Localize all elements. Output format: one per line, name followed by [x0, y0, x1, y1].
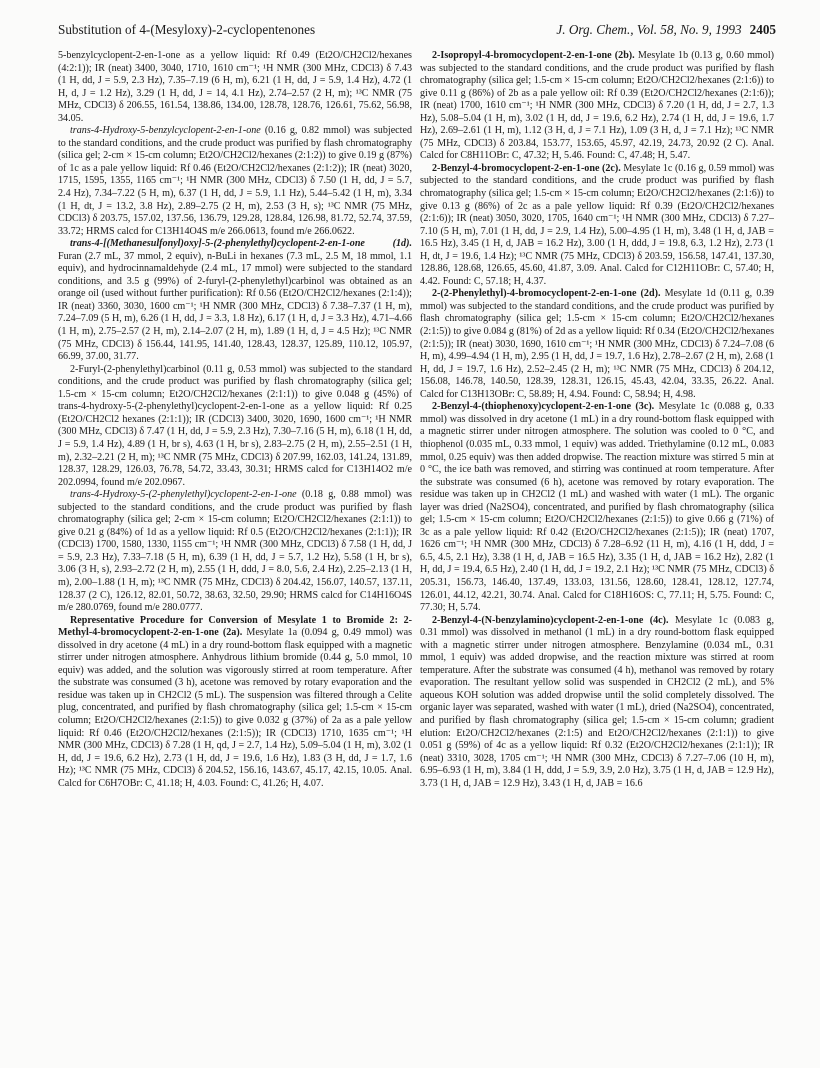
left-column — [58, 50, 412, 1062]
journal-citation — [556, 20, 776, 40]
paragraph — [58, 615, 412, 791]
paragraph — [420, 163, 774, 288]
paragraph-heading: 2-Benzyl-4-bromocyclopent-2-en-1-one (2c). — [432, 162, 621, 174]
paragraph — [58, 364, 412, 489]
paragraph-heading: trans-4-Hydroxy-5-(2-phenylethyl)cyclopent-2-en-1-one — [70, 489, 297, 501]
page-number: 2405 — [749, 22, 776, 37]
paragraph — [58, 50, 412, 125]
paragraph-text: 2-Furyl-(2-phenylethyl)carbinol (0.11 g, 0.53 mmol) was subjected to the standard conditions, and the crude product was purified by flash chromatography (silica gel; 1.5-cm × 15-cm column; Et2O/CH2Cl2/hexanes (2:1:1)) to give 0.048 g (45%) of trans-4-hydroxy-5-(2-phenylethyl)cyclopent-2-en-1-one as a yellow liquid: Rf 0.25 (Et2O/CH2Cl2 hexanes (2:1:1)); IR (CDCl3) 3400, 3020, 1690, 1600 cm⁻¹; ¹H NMR (300 MHz, CDCl3) δ 7.47 (1 H, dd, J = 5.9, 2.3 Hz), 7.30–7.16 (5 H, m), 6.18 (1 H, dd, J = 5.9, 1.4 Hz), 4.89 (1 H, br s), 4.63 (1 H, br s), 2.83–2.75 (2 H, m), 2.55–2.51 (1 H, m), 2.32–2.21 (2 H, m); ¹³C NMR (75 MHz, CDCl3) δ 207.99, 162.03, 141.24, 131.89, 128.37, 128.29, 126.03, 76.78, 54.72, 33.43, 30.31; HRMS calcd for C13H14O2 m/e 202.0994, found m/e 202.0967. — [58, 363, 412, 488]
paragraph-text: Mesylate 1c (0.16 g, 0.59 mmol) was subjected to the standard conditions, and the crude product was purified by flash chromatography (silica gel; 1.5-cm × 15-cm column; Et2O/CH2Cl2/hexanes (2:1:6)) to give 0.13 g (86%) of 2c as a pale yellow liquid: Rf 0.39 (Et2O/CH2Cl2/hexanes (2:1:6)); IR (neat) 3050, 3020, 1705, 1640 cm⁻¹; ¹H NMR (300 MHz, CDCl3) δ 7.27–7.10 (5 H, m), 7.01 (1 H, dd, J = 2.9, 1.4 Hz), 5.00–4.95 (1 H, m), 3.48 (1 H, d, JAB = 16.5 Hz), 3.45 (1 H, d, JAB = 16.2 Hz), 3.00 (1 H, ddd, J = 19.8, 6.3, 1.2 Hz), 2.73 (1 H, dt, J = 19.6, 1.4 Hz); ¹³C NMR (75 MHz, CDCl3) δ 203.59, 156.58, 147.41, 137.30, 128.86, 128.68, 126.65, 45.60, 41.87, 3.09. Anal. Calcd for C12H11OBr: C, 57.40; H, 4.42. Found: C, 57.18; H, 4.37. — [420, 162, 774, 287]
running-title: Substitution of 4-(Mesyloxy)-2-cyclopentenones — [58, 22, 316, 37]
paragraph — [420, 50, 774, 163]
paragraph-heading: 2-Benzyl-4-(thiophenoxy)cyclopent-2-en-1-one (3c). — [432, 401, 655, 413]
paragraph-text: (0.16 g, 0.82 mmol) was subjected to the standard conditions, and the crude product was purified by flash chromatography (silica gel; 2-cm × 15-cm column; Et2O/CH2Cl2/hexanes (2:1:2)) to give 0.19 g (87%) of 1c as a pale yellow liquid: Rf 0.46 (Et2O/CH2Cl2/hexanes (2:1:2)); IR (neat) 3020, 1715, 1595, 1355, 1165 cm⁻¹; ¹H NMR (300 MHz, CDCl3) δ 7.50 (1 H, dd, J = 5.7, 2.4 Hz), 7.34–7.22 (5 H, m), 6.37 (1 H, dd, J = 5.9, 1.1 Hz), 5.44–5.42 (1 H, m), 3.34 (1 H, dt, J = 13.2, 3.8 Hz), 2.89–2.75 (2 H, m), 2.53 (3 H, s); ¹³C NMR (75 MHz, CDCl3) δ 203.75, 157.02, 137.56, 136.79, 129.28, 128.84, 126.98, 81.72, 52.74, 37.59, 33.72; HRMS calcd for C13H14O4S m/e 266.0613, found m/e 266.0622. — [58, 125, 412, 237]
paragraph-heading: 2-(2-Phenylethyl)-4-bromocyclopent-2-en-1-one (2d). — [432, 288, 661, 300]
paragraph-heading: trans-4-Hydroxy-5-benzylcyclopent-2-en-1-one — [70, 125, 261, 137]
paragraph-heading: Representative Procedure for Conversion of Mesylate 1 to Bromide 2: 2-Methyl-4-bromocyclopent-2-en-1-one (2a). — [58, 614, 412, 639]
paragraph-text: Mesylate 1d (0.11 g, 0.39 mmol) was subjected to the standard conditions, and the crude product was purified by flash chromatography (silica gel; 1.5-cm × 15-cm column; Et2O/CH2Cl2/hexanes (2:1:5)) to give 0.084 g (81%) of 2d as a yellow liquid: Rf 0.34 (Et2O/CH2Cl2/hexanes (2:1:5)); IR (neat) 3030, 1690, 1610 cm⁻¹; ¹H NMR (300 MHz, CDCl3) δ 7.24–7.08 (6 H, m), 4.99–4.94 (1 H, m), 2.95 (1 H, dd, J = 19.7, 1.6 Hz), 2.78–2.67 (2 H, m), 2.68 (1 H, dd, J = 19.7, 1.6 Hz), 2.52–2.45 (2 H, m); ¹³C NMR (75 MHz, CDCl3) δ 204.12, 156.08, 146.78, 140.50, 128.39, 128.31, 126.15, 45.43, 42.04, 33.35, 26.22. Anal. Calcd for C13H13OBr: C, 58.89; H, 4.94. Found: C, 58.94; H, 4.98. — [420, 288, 774, 400]
paragraph-text: Mesylate 1c (0.088 g, 0.33 mmol) was dissolved in dry acetone (1 mL) in a dry round-bottom flask equipped with a magnetic stirrer under nitrogen atmosphere. The solution was cooled to 0 °C, and thiophenol (0.035 mL, 0.33 mmol, 1 equiv) was added. Triethylamine (0.12 mL, 0.083 mmol, 0.25 equiv) was then added dropwise. The reaction mixture was stirred 5 min at 0 °C, the ice bath was removed, and stirring was continued at room temperature. After the substrate was consumed (6 h), acetone was removed by rotary evaporation. The residue was taken up in CH2Cl2 (1 mL) and washed with water (1 mL). The organic layer was dried (Na2SO4), concentrated, and purified by flash chromatography (silica gel; 1.5-cm × 15-cm column; Et2O/CH2Cl2/hexanes (2:1:5)) to give 0.66 g (71%) of 3c as a pale yellow liquid: Rf 0.42 (Et2O/CH2Cl2/hexanes (2:1:5)); IR (neat) 1707, 1626 cm⁻¹; ¹H NMR (300 MHz, CDCl3) δ 7.28–6.92 (11 H, m), 4.16 (1 H, ddd, J = 6.5, 4.5, 2.1 Hz), 3.38 (1 H, d, JAB = 16.5 Hz), 3.35 (1 H, d, JAB = 16.2 Hz), 2.82 (1 H, dd, J = 19.4, 6.5 Hz), 2.40 (1 H, dd, J = 19.2, 2.1 Hz); ¹³C NMR (75 MHz, CDCl3) δ 205.31, 156.73, 146.40, 137.49, 133.03, 131.56, 128.60, 128.41, 128.12, 127.74, 126.01, 44.12, 42.21, 30.74. Anal. Calcd for C18H16OS: C, 77.11; H, 5.75. Found: C, 77.30; H, 5.74. — [420, 401, 774, 614]
paragraph-heading: 2-Isopropyl-4-bromocyclopent-2-en-1-one (2b). — [432, 50, 635, 61]
paragraph-heading: 2-Benzyl-4-(N-benzylamino)cyclopent-2-en-1-one (4c). — [432, 614, 669, 626]
paragraph-text: Mesylate 1a (0.094 g, 0.49 mmol) was dissolved in dry acetone (4 mL) in a dry round-bottom flask equipped with a magnetic stirrer under nitrogen atmosphere. Anhydrous lithium bromide (0.44 g, 5.0 mmol, 10 equiv) was added, and the solution was vigorously stirred at room temperature. After the substrate was consumed (3 h), acetone was removed by rotary evaporation and the residue was taken up in CH2Cl2 (5 mL). The suspension was filtered through a Celite plug, concentrated, and purified by flash chromatography (silica gel; 1.5-cm × 15-cm column; Et2O/CH2Cl2/hexanes (2:1:5)) to give 0.032 g (37%) of 2a as a pale yellow liquid: Rf 0.46 (Et2O/CH2Cl2/hexanes (2:1:5)); IR (CDCl3) 1710, 1635 cm⁻¹; ¹H NMR (300 MHz, CDCl3) δ 7.28 (1 H, qd, J = 2.7, 1.4 Hz), 5.09–5.04 (1 H, m), 3.02 (1 H, dd, J = 19.6, 6.2 Hz), 2.73 (1 H, dd, J = 19.6, 1.6 Hz), 1.83 (3 H, dd, J = 1.7, 1.6 Hz); ¹³C NMR (75 MHz, CDCl3) δ 204.52, 156.16, 143.67, 45.17, 42.15, 10.05. Anal. Calcd for C6H7OBr: C, 41.18; H, 4.03. Found: C, 41.26; H, 4.07. — [58, 627, 412, 789]
paragraph-text: 5-benzylcyclopent-2-en-1-one as a yellow liquid: Rf 0.49 (Et2O/CH2Cl2/hexanes (4:2:1)); IR (neat) 3400, 3040, 1710, 1610 cm⁻¹; ¹H NMR (300 MHz, CDCl3) δ 7.43 (1 H, dd, J = 5.9, 2.3 Hz), 7.35–7.19 (6 H, m), 6.21 (1 H, dd, J = 5.9, 1.4 Hz), 4.72 (1 H, d, J = 1.2 Hz), 3.29 (1 H, dd, J = 14, 4.1 Hz), 2.74–2.57 (2 H, m); ¹³C NMR (75 MHz, CDCl3) δ 206.55, 161.54, 138.86, 134.00, 128.78, 128.76, 126.61, 75.62, 56.98, 34.05. — [58, 50, 412, 124]
paragraph — [58, 489, 412, 614]
paragraph — [420, 288, 774, 401]
right-column — [420, 50, 774, 1062]
paragraph-text: (0.18 g, 0.88 mmol) was subjected to the standard conditions, and the crude product was purified by flash chromatography (silica gel; 2-cm × 15-cm column; Et2O/CH2Cl2/hexanes (2:1:1)) to give 0.21 g (84%) of 1d as a yellow liquid: Rf 0.5 (Et2O/CH2Cl2/hexanes (2:1:1)); IR (CDCl3) 1700, 1580, 1330, 1155 cm⁻¹; ¹H NMR (300 MHz, CDCl3) δ 7.58 (1 H, dd, J = 5.9, 2.3 Hz), 7.33–7.18 (5 H, m), 6.39 (1 H, dd, J = 5.7, 1.2 Hz), 5.58 (1 H, br s), 3.06 (3 H, s), 2.93–2.72 (2 H, m), 2.55 (1 H, ddd, J = 8.0, 5.6, 2.4 Hz), 2.25–2.13 (1 H, m), 2.00–1.88 (1 H, m); ¹³C NMR (75 MHz, CDCl3) δ 204.42, 156.07, 140.57, 137.11, 128.37 (2 C), 126.12, 82.01, 50.72, 38.63, 32.50, 29.90; HRMS calcd for C14H16O4S m/e 280.0769, found m/e 280.0777. — [58, 489, 412, 614]
paragraph-heading: trans-4-[(Methanesulfonyl)oxy]-5-(2-phenylethyl)cyclopent-2-en-1-one (1d). — [70, 238, 412, 250]
paragraph — [420, 401, 774, 614]
paragraph — [58, 238, 412, 363]
paragraph-text: Furan (2.7 mL, 37 mmol, 2 equiv), n-BuLi in hexanes (7.3 mL, 2.5 M, 18 mmol, 1.1 equiv), and hydrocinnamaldehyde (2.4 mL, 17 mmol) were subjected to the standard conditions, and 3.5 g (99%) of 2-furyl-(2-phenylethyl)carbinol was obtained as an orange oil (used without further purification): Rf 0.56 (Et2O/CH2Cl2/hexanes (2:1:4)); IR (neat) 3360, 3030, 1600 cm⁻¹; ¹H NMR (300 MHz, CDCl3) δ 7.38–7.37 (1 H, m), 7.24–7.09 (5 H, m), 6.26 (1 H, dd, J = 3.3, 1.8 Hz), 6.17 (1 H, d, J = 3.3 Hz), 4.71–4.66 (1 H, m), 2.75–2.57 (2 H, m), 2.14–2.07 (2 H, m), 1.89 (1 H, d, J = 4.5 Hz); ¹³C NMR (75 MHz, CDCl3) δ 156.44, 141.95, 141.40, 128.43, 128.37, 125.89, 110.12, 105.97, 66.99, 37.00, 31.77. — [58, 250, 412, 363]
running-header — [58, 20, 776, 40]
paragraph-text: Mesylate 1c (0.083 g, 0.31 mmol) was dissolved in methanol (1 mL) in a dry round-bottom flask equipped with a magnetic stirrer under nitrogen atmosphere. Benzylamine (0.034 mL, 0.31 mmol, 1 equiv) was added dropwise, and the reaction mixture was stirred at room temperature. After the substrate was consumed (4 h), methanol was removed by rotary evaporation. The resultant yellow solid was suspended in CH2Cl2 (2 mL), and 5% aqueous KOH solution was added dropwise until the solid completely dissolved. The organic layer was separated, washed with water (1 mL), dried (Na2SO4), concentrated, and purified by flash chromatography (silica gel; 1.5-cm × 15-cm column; gradient elution: Et2O/CH2Cl2/hexanes (2:1:5) and Et2O/CH2Cl2/hexanes (2:1:1)) to give 0.051 g (59%) of 4c as a yellow liquid: Rf 0.32 (Et2O/CH2Cl2/hexanes (2:1:1)); IR (neat) 3310, 3028, 1705 cm⁻¹; ¹H NMR (300 MHz, CDCl3) δ 7.27–7.06 (10 H, m), 6.95–6.93 (1 H, m), 3.84 (1 H, ddd, J = 5.9, 3.9, 2.0 Hz), 3.75 (1 H, d, JAB = 12.9 Hz), 3.73 (1 H, d, JAB = 12.9 Hz), 3.43 (1 H, d, JAB = 16.6 — [420, 614, 774, 789]
paragraph-text: Mesylate 1b (0.13 g, 0.60 mmol) was subjected to the standard conditions, and the crude product was purified by flash chromatography (silica gel; 1.5-cm × 15-cm column; Et2O/CH2Cl2/hexanes (2:1:6)) to give 0.11 g (86%) of 2b as a pale yellow oil: Rf 0.39 (Et2O/CH2Cl2/hexanes (2:1:6)); IR (neat) 1700, 1610 cm⁻¹; ¹H NMR (300 MHz, CDCl3) δ 7.20 (1 H, dd, J = 2.7, 1.3 Hz), 5.08–5.04 (1 H, m), 3.02 (1 H, dd, J = 19.6, 6.2 Hz), 2.74 (1 H, dd, J = 19.6, 1.7 Hz), 2.69–2.61 (1 H, m), 1.12 (3 H, d, J = 7.1 Hz), 1.09 (3 H, d, J = 7.1 Hz); ¹³C NMR (75 MHz, CDCl3) δ 203.84, 153.77, 153.65, 45.97, 42.19, 24.73, 20.92 (2 C). Anal. Calcd for C8H11OBr: C, 47.32; H, 5.46. Found: C, 47.48; H, 5.47. — [420, 50, 774, 162]
paragraph — [420, 615, 774, 791]
journal-name: J. Org. Chem., Vol. 58, No. 9, 1993 — [556, 22, 742, 37]
paragraph — [58, 125, 412, 238]
